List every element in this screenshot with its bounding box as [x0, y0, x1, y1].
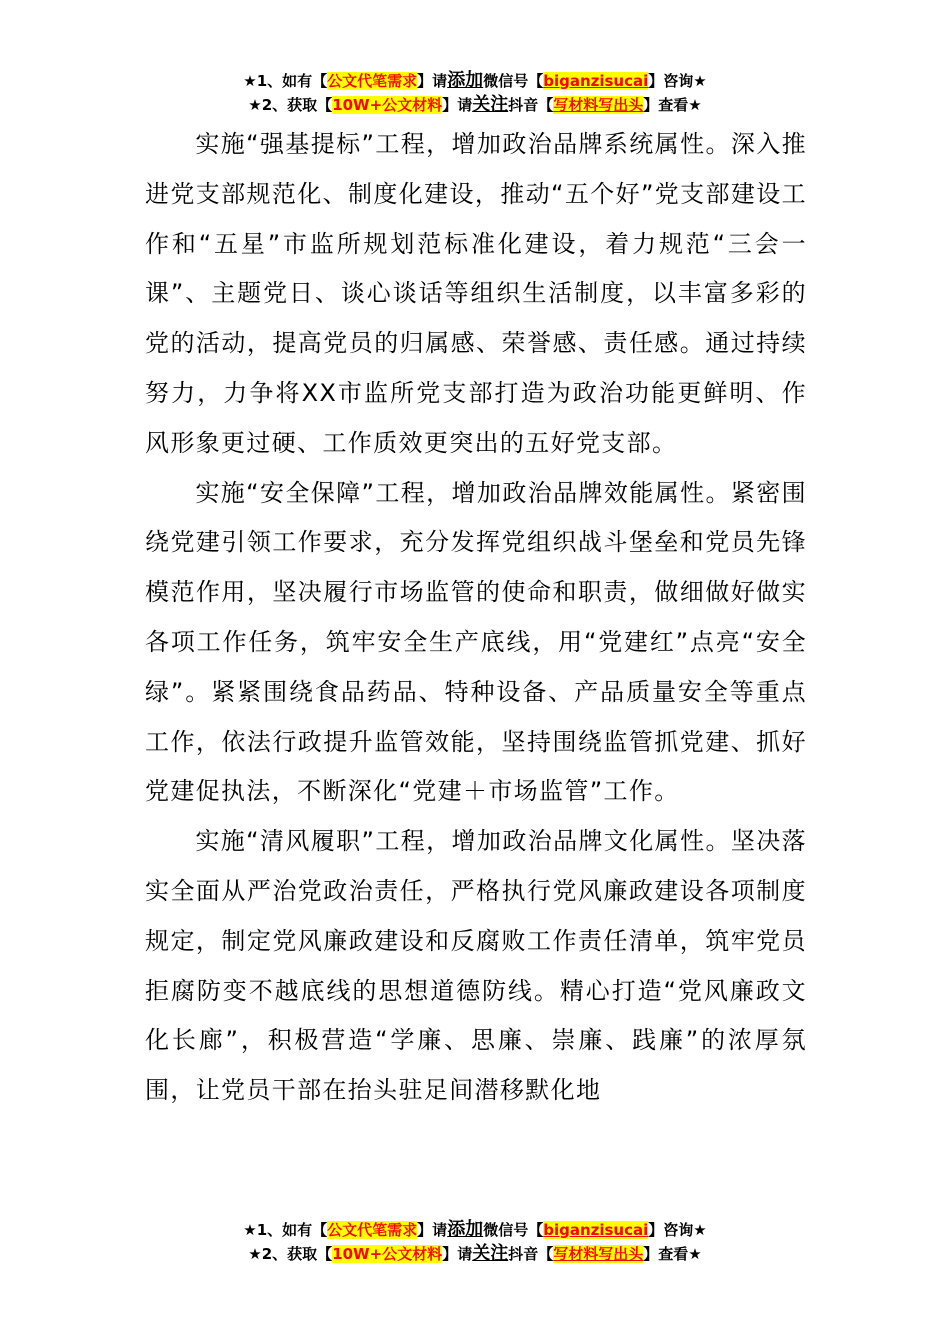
paragraph: 实施“强基提标”工程，增加政治品牌系统属性。深入推进党支部规范化、制度化建设，推动“五个好”党支部建设工作和“五星”市监所规划范标准化建设，着力规范“三会一课”、主题党日、谈心谈话等组织生活制度，以丰富多彩的党的活动，提高党员的归属感、荣誉感、责任感。通过持续努力，力争将XX市监所党支部打造为政治功能更鲜明、作风形象更过硬、工作质效更突出的五好党支部。: [145, 130, 807, 457]
douyin-account: 写材料写出头: [553, 96, 644, 114]
follow-emphasis: 关注: [472, 1243, 509, 1264]
promo-banner-bottom: [0, 1218, 950, 1266]
text: 】请: [417, 72, 448, 90]
highlight-materials: 10W+公文材料: [332, 1245, 443, 1263]
text: 抖音【: [508, 96, 554, 114]
add-emphasis: 添加: [447, 70, 484, 91]
text: 】查看★: [643, 1245, 702, 1263]
highlight-service: 公文代笔需求: [327, 72, 418, 90]
highlight-service: 公文代笔需求: [327, 1221, 418, 1239]
document-body: [145, 120, 807, 1116]
wechat-id: biganzisucai: [543, 1221, 649, 1239]
text: 抖音【: [508, 1245, 554, 1263]
text: 】请: [417, 1221, 448, 1239]
paragraph: 实施“清风履职”工程，增加政治品牌文化属性。坚决落实全面从严治党政治责任，严格执行党风廉政建设各项制度规定，制定党风廉政建设和反腐败工作责任清单，筑牢党员拒腐防变不越底线的思想道德防线。精心打造“党风廉政文化长廊”，积极营造“学廉、思廉、崇廉、践廉”的浓厚氛围，让党员干部在抬头驻足间潜移默化地: [145, 827, 807, 1105]
text: 微信号【: [483, 72, 544, 90]
text: 】请: [442, 1245, 473, 1263]
text: ★2、获取【: [248, 96, 333, 114]
add-emphasis: 添加: [447, 1219, 484, 1240]
text: ★2、获取【: [248, 1245, 333, 1263]
promo-banner-top: [0, 69, 950, 117]
follow-emphasis: 关注: [472, 94, 509, 115]
promo-line-1: [0, 69, 950, 93]
douyin-account: 写材料写出头: [553, 1245, 644, 1263]
text: 】咨询★: [648, 1221, 707, 1239]
text: ★1、如有【: [243, 1221, 328, 1239]
promo-line-2: [0, 1242, 950, 1266]
promo-line-1: [0, 1218, 950, 1242]
promo-line-2: [0, 93, 950, 117]
text: 】查看★: [643, 96, 702, 114]
paragraph: 实施“安全保障”工程，增加政治品牌效能属性。紧密围绕党建引领工作要求，充分发挥党组织战斗堡垒和党员先锋模范作用，坚决履行市场监管的使命和职责，做细做好做实各项工作任务，筑牢安全生产底线，用“党建红”点亮“安全绿”。紧紧围绕食品药品、特种设备、产品质量安全等重点工作，依法行政提升监管效能，坚持围绕监管抓党建、抓好党建促执法，不断深化“党建＋市场监管”工作。: [145, 478, 807, 806]
wechat-id: biganzisucai: [543, 72, 649, 90]
highlight-materials: 10W+公文材料: [332, 96, 443, 114]
text: ★1、如有【: [243, 72, 328, 90]
text: 】咨询★: [648, 72, 707, 90]
text: 微信号【: [483, 1221, 544, 1239]
text: 】请: [442, 96, 473, 114]
